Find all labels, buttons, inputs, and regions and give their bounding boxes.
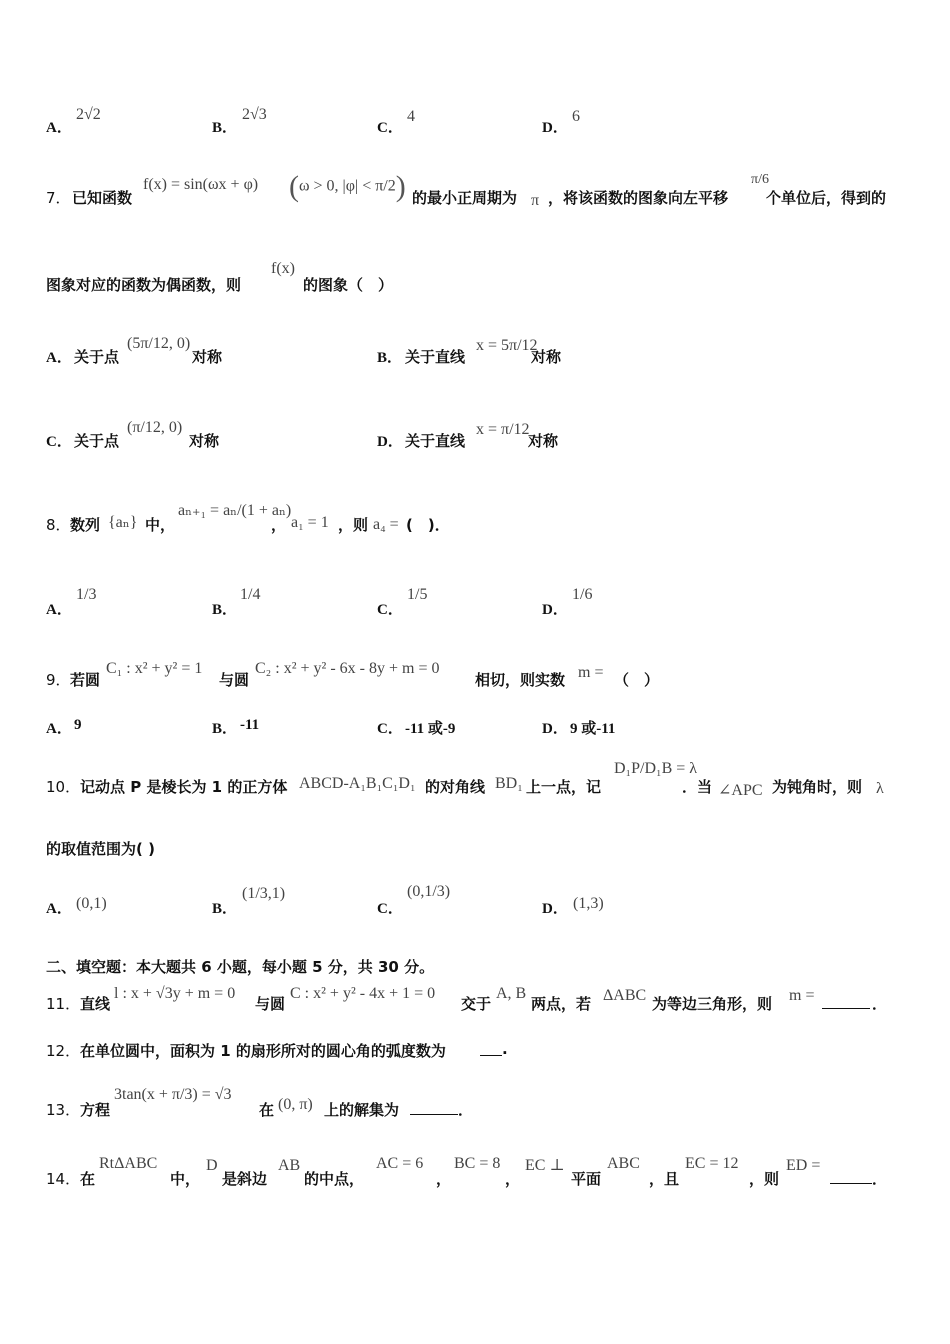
- q13-text-2: 在: [259, 1101, 275, 1119]
- q14-text-6: ，且: [649, 1170, 680, 1188]
- q8-option-b-label: B．: [212, 602, 238, 618]
- q7-fx: f(x): [271, 260, 295, 277]
- q8-option-a-label: A．: [46, 602, 72, 618]
- q9-option-b-label: B．: [212, 721, 238, 737]
- q13-equation: 3tan(x + π/3) = √3: [114, 1086, 232, 1103]
- q8-initial: a₁ = 1: [291, 514, 329, 531]
- q7-option-d-suffix: 对称: [528, 432, 559, 450]
- q13-number: 13．: [46, 1101, 81, 1119]
- q10-text-3: 上一点，记: [526, 778, 602, 796]
- q8-option-c-value: 1/5: [407, 586, 428, 603]
- q11-line: l : x + √3y + m = 0: [114, 985, 236, 1002]
- q10-lambda: λ: [876, 780, 884, 797]
- q6-option-c-value: 4: [407, 108, 415, 125]
- q7-option-b-suffix: 对称: [531, 348, 562, 366]
- q7-text-3: ，将该函数的图象向左平移: [548, 189, 729, 207]
- q12-text: 在单位圆中，面积为 1 的扇形所对的圆心角的弧度数为: [80, 1042, 446, 1060]
- q14-text-2: 中，: [170, 1170, 201, 1188]
- q7-function: f(x) = sin(ωx + φ): [143, 176, 259, 193]
- q11-ask: m =: [789, 987, 815, 1004]
- q14-text-3: 是斜边: [222, 1170, 268, 1188]
- q11-text-2: 与圆: [255, 995, 286, 1013]
- q10-option-a-label: A．: [46, 901, 72, 917]
- q9-option-d-label: D．: [542, 721, 568, 737]
- q14-ask: ED =: [786, 1157, 821, 1174]
- q9-option-d-value: 9 或-11: [570, 721, 616, 737]
- q13-answer-blank: [410, 1100, 458, 1115]
- q9-option-a-value: 9: [74, 717, 82, 733]
- q10-text-2: 的对角线: [425, 778, 486, 796]
- q12-number: 12．: [46, 1042, 81, 1060]
- q7-option-d-math: x = π/12: [476, 421, 530, 438]
- q7-shift: π/6: [751, 172, 769, 187]
- q10-text-4: ．当: [682, 778, 713, 796]
- q14-text-1: 在: [80, 1170, 96, 1188]
- q14-comma-1: ，: [436, 1170, 452, 1188]
- q14-text-5: 平面: [571, 1170, 602, 1188]
- q8-text-5: ( )．: [406, 516, 450, 534]
- q10-option-b-label: B．: [212, 901, 238, 917]
- q7-option-a-math: (5π/12, 0): [127, 335, 191, 352]
- section-2-title: 二、填空题：本大题共 6 小题，每小题 5 分，共 30 分。: [46, 958, 435, 976]
- q7-text-2: 的最小正周期为: [412, 189, 518, 207]
- q8-option-a-value: 1/3: [76, 586, 97, 603]
- q7-text-1: 已知函数: [72, 189, 133, 207]
- q6-option-d-value: 6: [572, 108, 580, 125]
- q8-option-c-label: C．: [377, 602, 403, 618]
- q6-option-d-label: D．: [542, 120, 568, 136]
- q10-option-a-value: (0,1): [76, 895, 107, 912]
- q10-cube: ABCD-A₁B₁C₁D₁: [299, 775, 416, 792]
- q14-answer-blank: [830, 1169, 872, 1184]
- q13-text-4: ．: [458, 1101, 474, 1119]
- q8-recurrence: aₙ₊₁ = aₙ/(1 + aₙ): [178, 502, 292, 519]
- q11-text-1: 直线: [80, 995, 111, 1013]
- q8-text-1: 数列: [70, 516, 101, 534]
- q11-text-3: 交于: [461, 995, 492, 1013]
- q7-condition: (ω > 0, |φ| < π/2): [289, 170, 406, 203]
- q10-option-d-value: (1,3): [573, 895, 604, 912]
- q13-interval: (0, π): [278, 1096, 313, 1113]
- q6-option-a-label: A．: [46, 120, 72, 136]
- q8-option-b-value: 1/4: [240, 586, 261, 603]
- q14-text-7: ，则: [749, 1170, 780, 1188]
- q11-answer-blank: [822, 994, 870, 1009]
- q10-diagonal: BD₁: [495, 775, 523, 792]
- q8-text-2: 中，: [145, 516, 176, 534]
- q9-number: 9．: [46, 671, 71, 689]
- q14-text-4: 的中点，: [304, 1170, 365, 1188]
- q14-triangle: RtΔABC: [99, 1155, 158, 1172]
- q12-answer-blank: [480, 1041, 502, 1056]
- q14-ac: AC = 6: [376, 1155, 424, 1172]
- q6-option-b-label: B．: [212, 120, 238, 136]
- q8-ask: a₄ =: [373, 516, 399, 533]
- q6-option-a-value: 2√2: [76, 106, 101, 123]
- q9-option-c-value: -11 或-9: [405, 721, 456, 737]
- q10-ratio: D₁P/D₁B = λ: [614, 760, 698, 777]
- q14-number: 14．: [46, 1170, 81, 1188]
- q6-option-b-value: 2√3: [242, 106, 267, 123]
- q7-option-b-math: x = 5π/12: [476, 337, 538, 354]
- q9-circle-1: C₁ : x² + y² = 1: [106, 660, 203, 677]
- q7-option-c-label: C．: [46, 434, 72, 450]
- q9-text-3: 相切，则实数: [475, 671, 566, 689]
- q11-text-6: ．: [872, 995, 888, 1013]
- q11-text-4: 两点，若: [531, 995, 592, 1013]
- q10-text-5: 为钝角时，则: [772, 778, 863, 796]
- q7-text-6: 的图象（ ）: [303, 276, 394, 294]
- q7-option-c-suffix: 对称: [189, 432, 220, 450]
- q8-text-4: ，则: [338, 516, 369, 534]
- q14-comma-2: ，: [505, 1170, 521, 1188]
- q9-option-a-label: A．: [46, 721, 72, 737]
- q11-number: 11．: [46, 995, 81, 1013]
- q13-text-3: 上的解集为: [324, 1101, 400, 1119]
- q7-period: π: [531, 192, 540, 209]
- q12-end: .: [502, 1040, 508, 1058]
- q10-angle: ∠APC: [718, 782, 763, 799]
- q11-text-5: 为等边三角形，则: [652, 995, 773, 1013]
- q7-condition-text: ω > 0, |φ| < π/2: [299, 177, 396, 195]
- q8-option-d-value: 1/6: [572, 586, 593, 603]
- q9-text-2: 与圆: [219, 671, 250, 689]
- q9-text-4: （ ）: [614, 671, 660, 689]
- q14-plane: ABC: [607, 1155, 640, 1172]
- q14-bc: BC = 8: [454, 1155, 501, 1172]
- q7-option-b-label: B．: [377, 350, 403, 366]
- q6-option-c-label: C．: [377, 120, 403, 136]
- q8-option-d-label: D．: [542, 602, 568, 618]
- q7-option-d-text: 关于直线: [405, 432, 466, 450]
- q8-number: 8．: [46, 516, 71, 534]
- q7-text-4: 个单位后，得到的: [766, 189, 887, 207]
- q8-sequence: {aₙ}: [108, 514, 138, 531]
- q10-number: 10．: [46, 778, 81, 796]
- q9-text-1: 若圆: [70, 671, 101, 689]
- q7-option-a-suffix: 对称: [192, 348, 223, 366]
- q9-option-c-label: C．: [377, 721, 403, 737]
- q8-text-3: ，: [271, 516, 287, 534]
- q14-ab: AB: [278, 1157, 301, 1174]
- q14-text-8: ．: [872, 1170, 888, 1188]
- q10-text-1: 记动点 P 是棱长为 1 的正方体: [80, 778, 288, 796]
- q10-text-6: 的取值范围为( ): [46, 840, 155, 858]
- q7-option-b-text: 关于直线: [405, 348, 466, 366]
- q10-option-c-value: (0,1/3): [407, 883, 451, 900]
- q9-ask: m =: [578, 664, 604, 681]
- q14-ec: EC ⊥: [525, 1157, 565, 1174]
- q7-option-c-math: (π/12, 0): [127, 419, 183, 436]
- q7-option-a-text: 关于点: [74, 348, 120, 366]
- q7-option-d-label: D．: [377, 434, 403, 450]
- q10-option-c-label: C．: [377, 901, 403, 917]
- q9-circle-2: C₂ : x² + y² - 6x - 8y + m = 0: [255, 660, 440, 677]
- q7-option-c-text: 关于点: [74, 432, 120, 450]
- q10-option-d-label: D．: [542, 901, 568, 917]
- q7-option-a-label: A．: [46, 350, 72, 366]
- q13-text-1: 方程: [80, 1101, 111, 1119]
- q14-ec-length: EC = 12: [685, 1155, 739, 1172]
- q7-number: 7．: [46, 189, 71, 207]
- q11-points: A, B: [496, 985, 527, 1002]
- q9-option-b-value: -11: [240, 717, 260, 733]
- q7-text-5: 图象对应的函数为偶函数，则: [46, 276, 242, 294]
- q14-point-d: D: [206, 1157, 218, 1174]
- q11-circle: C : x² + y² - 4x + 1 = 0: [290, 985, 436, 1002]
- q11-triangle: ΔABC: [603, 987, 647, 1004]
- q10-option-b-value: (1/3,1): [242, 885, 286, 902]
